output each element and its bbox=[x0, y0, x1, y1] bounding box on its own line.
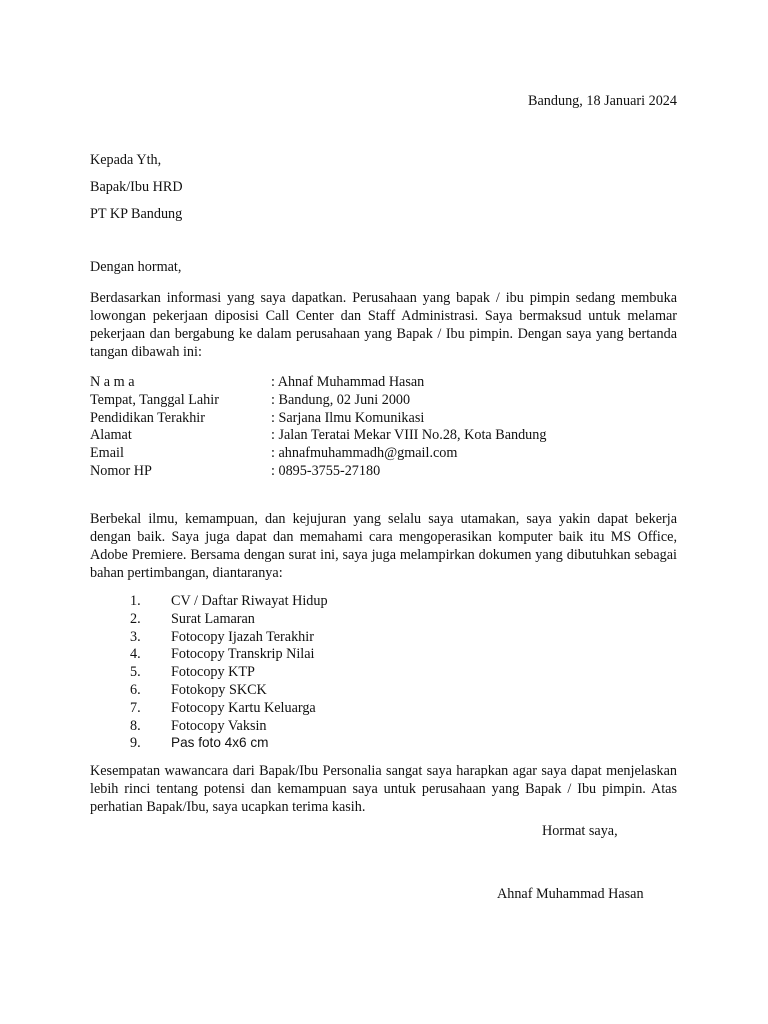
list-text: Fotocopy Transkrip Nilai bbox=[171, 646, 315, 663]
detail-label: Email bbox=[90, 445, 124, 462]
list-item bbox=[130, 645, 328, 663]
detail-value: : Bandung, 02 Juni 2000 bbox=[271, 391, 411, 408]
letter-date: Bandung, 18 Januari 2024 bbox=[528, 93, 677, 109]
list-number: 2. bbox=[130, 610, 141, 627]
detail-row bbox=[90, 373, 677, 391]
recipient-block bbox=[90, 151, 183, 232]
list-item bbox=[130, 610, 328, 628]
detail-value: : Sarjana Ilmu Komunikasi bbox=[271, 409, 425, 426]
list-number: 5. bbox=[130, 664, 141, 681]
detail-row bbox=[90, 409, 677, 427]
detail-label: Alamat bbox=[90, 427, 132, 444]
recipient-line: Kepada Yth, bbox=[90, 152, 162, 168]
list-number: 9. bbox=[130, 735, 141, 752]
detail-value: : 0895-3755-27180 bbox=[271, 462, 381, 479]
list-item bbox=[130, 717, 328, 735]
list-text: CV / Daftar Riwayat Hidup bbox=[171, 593, 328, 609]
detail-row bbox=[90, 426, 677, 444]
detail-label: Nomor HP bbox=[90, 462, 152, 479]
list-number: 3. bbox=[130, 628, 141, 645]
list-item bbox=[130, 663, 328, 681]
list-text: Fotocopy Kartu Keluarga bbox=[171, 699, 316, 716]
list-item bbox=[130, 734, 328, 752]
list-number: 6. bbox=[130, 681, 141, 698]
list-number: 7. bbox=[130, 699, 141, 716]
list-number: 8. bbox=[130, 717, 141, 734]
detail-row bbox=[90, 462, 677, 480]
list-text: Surat Lamaran bbox=[171, 610, 255, 627]
detail-row bbox=[90, 444, 677, 462]
list-text: Fotocopy Ijazah Terakhir bbox=[171, 628, 314, 645]
list-text: Fotokopy SKCK bbox=[171, 681, 267, 698]
recipient-line: Bapak/Ibu HRD bbox=[90, 179, 183, 195]
detail-label: Pendidikan Terakhir bbox=[90, 409, 205, 426]
list-number: 4. bbox=[130, 646, 141, 663]
recipient-line: PT KP Bandung bbox=[90, 206, 183, 222]
skills-paragraph: Berbekal ilmu, kemampuan, dan kejujuran yang selalu saya utamakan, saya yakin dapat bekerja dengan baik. Saya juga dapat dan memahami cara mengoperasikan komputer baik itu MS Office, Adobe Premiere. Bersama dengan surat ini, saya juga melampirkan dokumen yang dibutuhkan sebagai bahan pertimbangan, diantaranya: bbox=[90, 511, 677, 581]
closing-paragraph: Kesempatan wawancara dari Bapak/Ibu Personalia sangat saya harapkan agar saya dapat menjelaskan lebih rinci tentang potensi dan kemampuan saya untuk perusahaan yang Bapak / Ibu pimpin. Atas perhatian Bapak/Ibu, saya ucapkan terima kasih. bbox=[90, 763, 677, 815]
greeting: Dengan hormat, bbox=[90, 259, 182, 275]
intro-paragraph: Berdasarkan informasi yang saya dapatkan. Perusahaan yang bapak / ibu pimpin sedang membuka lowongan pekerjaan diposisi Call Center dan Staff Administrasi. Saya bermaksud untuk melamar pekerjaan dan bergabung ke dalam perusahaan yang Bapak / Ibu pimpin. Dengan saya yang bertanda tangan dibawah ini: bbox=[90, 290, 677, 360]
signer-name: Ahnaf Muhammad Hasan bbox=[497, 886, 644, 902]
detail-value: : Ahnaf Muhammad Hasan bbox=[271, 374, 425, 390]
list-text: Fotocopy Vaksin bbox=[171, 717, 267, 734]
detail-value: : Jalan Teratai Mekar VIII No.28, Kota Bandung bbox=[271, 427, 547, 444]
list-item bbox=[130, 681, 328, 699]
list-number: 1. bbox=[130, 593, 141, 609]
list-item bbox=[130, 592, 328, 610]
list-text: Fotocopy KTP bbox=[171, 664, 255, 681]
closing-salutation: Hormat saya, bbox=[542, 823, 618, 839]
attachment-list bbox=[130, 592, 328, 752]
applicant-details bbox=[90, 373, 677, 480]
list-item bbox=[130, 699, 328, 717]
list-text: Pas foto 4x6 cm bbox=[171, 735, 269, 751]
detail-label: Tempat, Tanggal Lahir bbox=[90, 391, 219, 408]
detail-row bbox=[90, 391, 677, 409]
detail-label: N a m a bbox=[90, 374, 135, 390]
list-item bbox=[130, 628, 328, 646]
detail-value: : ahnafmuhammadh@gmail.com bbox=[271, 445, 458, 462]
